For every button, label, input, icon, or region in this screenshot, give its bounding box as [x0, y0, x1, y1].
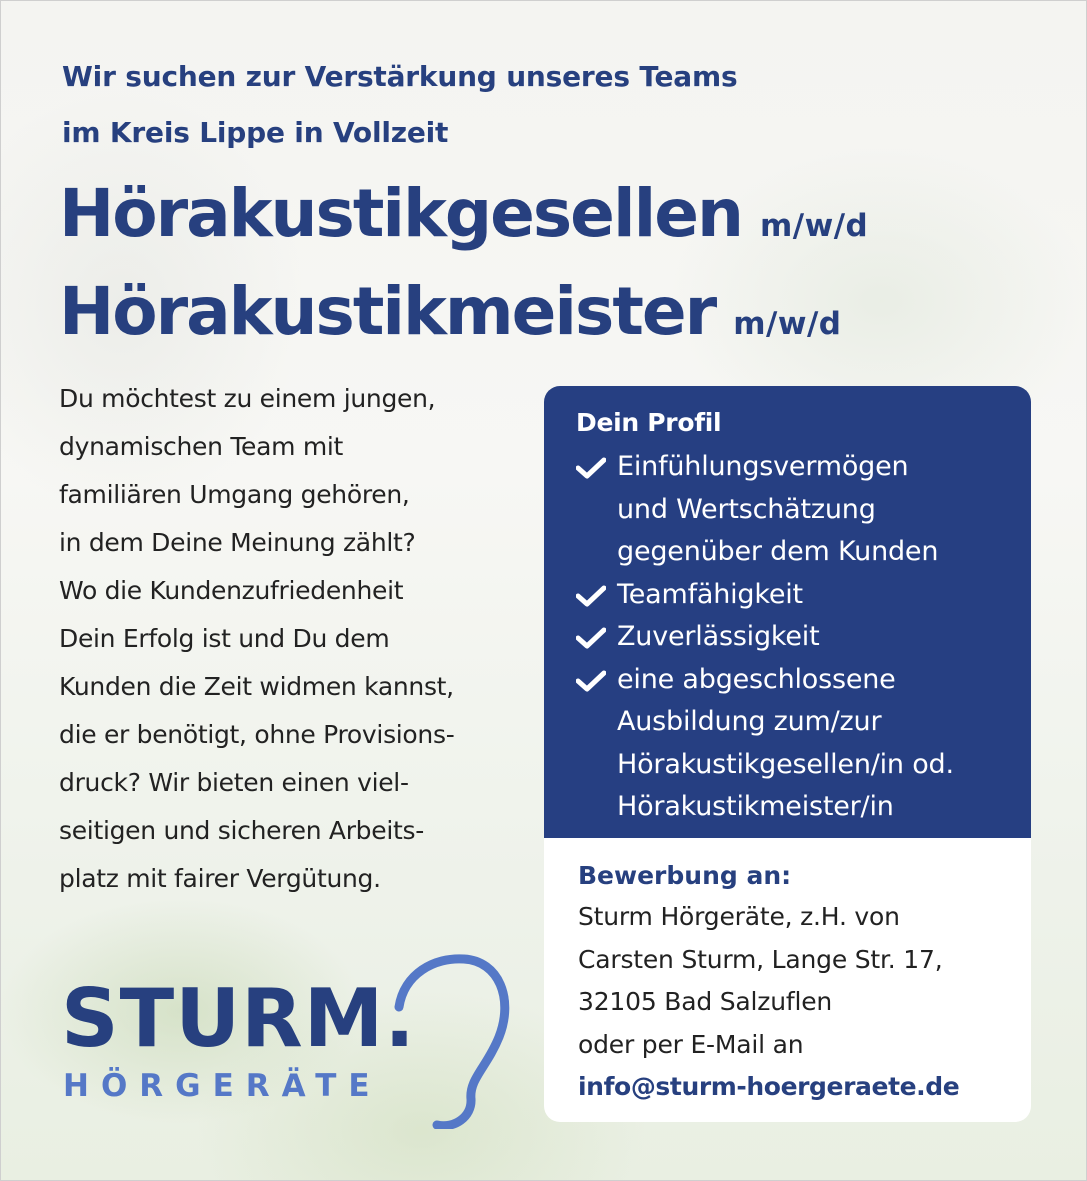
intro-line: platz mit fairer Vergütung. [59, 864, 381, 893]
headline-line-1: Wir suchen zur Verstärkung unseres Teams [62, 60, 738, 93]
profile-item-line: gegenüber dem Kunden [617, 536, 939, 567]
sturm-logo [59, 949, 519, 1129]
application-address [578, 896, 1031, 1066]
profile-item-line: Zuverlässigkeit [617, 621, 820, 652]
job-title-name: Hörakustikgesellen [59, 175, 742, 252]
profile-item-line: eine abgeschlossene [617, 663, 896, 695]
check-icon [576, 457, 606, 479]
intro-line: familiären Umgang gehören, [59, 480, 410, 509]
profile-item-line: Hörakustikmeister/in [617, 791, 894, 822]
profile-item [576, 616, 1031, 659]
profile-item-line: Einfühlungsvermögen [617, 451, 909, 482]
check-icon [576, 627, 606, 649]
intro-line: dynamischen Team mit [59, 432, 344, 461]
intro-text [59, 375, 539, 903]
profile-item [576, 446, 1031, 574]
email-link[interactable]: info@sturm-hoergeraete.de [578, 1072, 960, 1101]
profile-title: Dein Profil [576, 408, 722, 437]
intro-line: Dein Erfolg ist und Du dem [59, 624, 390, 653]
profile-list [576, 446, 1031, 829]
address-line: Carsten Sturm, Lange Str. 17, [578, 944, 943, 974]
profile-item-line: Teamfähigkeit [617, 578, 803, 610]
gender-suffix: m/w/d [733, 306, 842, 342]
intro-line: Du möchtest zu einem jungen, [59, 384, 436, 413]
job-title-name: Hörakustikmeister [59, 273, 716, 350]
profile-item [576, 659, 1031, 829]
job-title-meister [59, 273, 842, 350]
application-box [544, 838, 1031, 1122]
check-icon [576, 670, 606, 692]
profile-item [576, 574, 1031, 617]
application-title: Bewerbung an: [578, 861, 792, 890]
intro-line: seitigen und sicheren Arbeits- [59, 816, 424, 845]
check-icon [576, 585, 606, 607]
intro-line: in dem Deine Meinung zählt? [59, 528, 416, 557]
intro-line: die er benötigt, ohne Provisions- [59, 720, 455, 749]
profile-item-line: Hörakustikgesellen/in od. [617, 748, 954, 780]
logo-wordmark: STURM. [61, 972, 416, 1065]
intro-line: Kunden die Zeit widmen kannst, [59, 672, 454, 701]
profile-item-line: Ausbildung zum/zur [617, 706, 882, 737]
address-line: 32105 Bad Salzuflen [578, 987, 833, 1016]
intro-line: druck? Wir bieten einen viel- [59, 768, 409, 797]
headline-line-2: im Kreis Lippe in Vollzeit [62, 116, 449, 149]
headline [62, 49, 737, 161]
gender-suffix: m/w/d [759, 208, 869, 244]
logo-subline: HÖRGERÄTE [63, 1068, 382, 1104]
address-line: Sturm Hörgeräte, z.H. von [578, 902, 900, 931]
profile-item-line: und Wertschätzung [617, 493, 876, 525]
intro-line: Wo die Kundenzufriedenheit [59, 576, 404, 605]
address-line: oder per E-Mail an [578, 1029, 804, 1059]
profile-box [544, 386, 1031, 838]
job-title-gesellen [59, 175, 869, 252]
